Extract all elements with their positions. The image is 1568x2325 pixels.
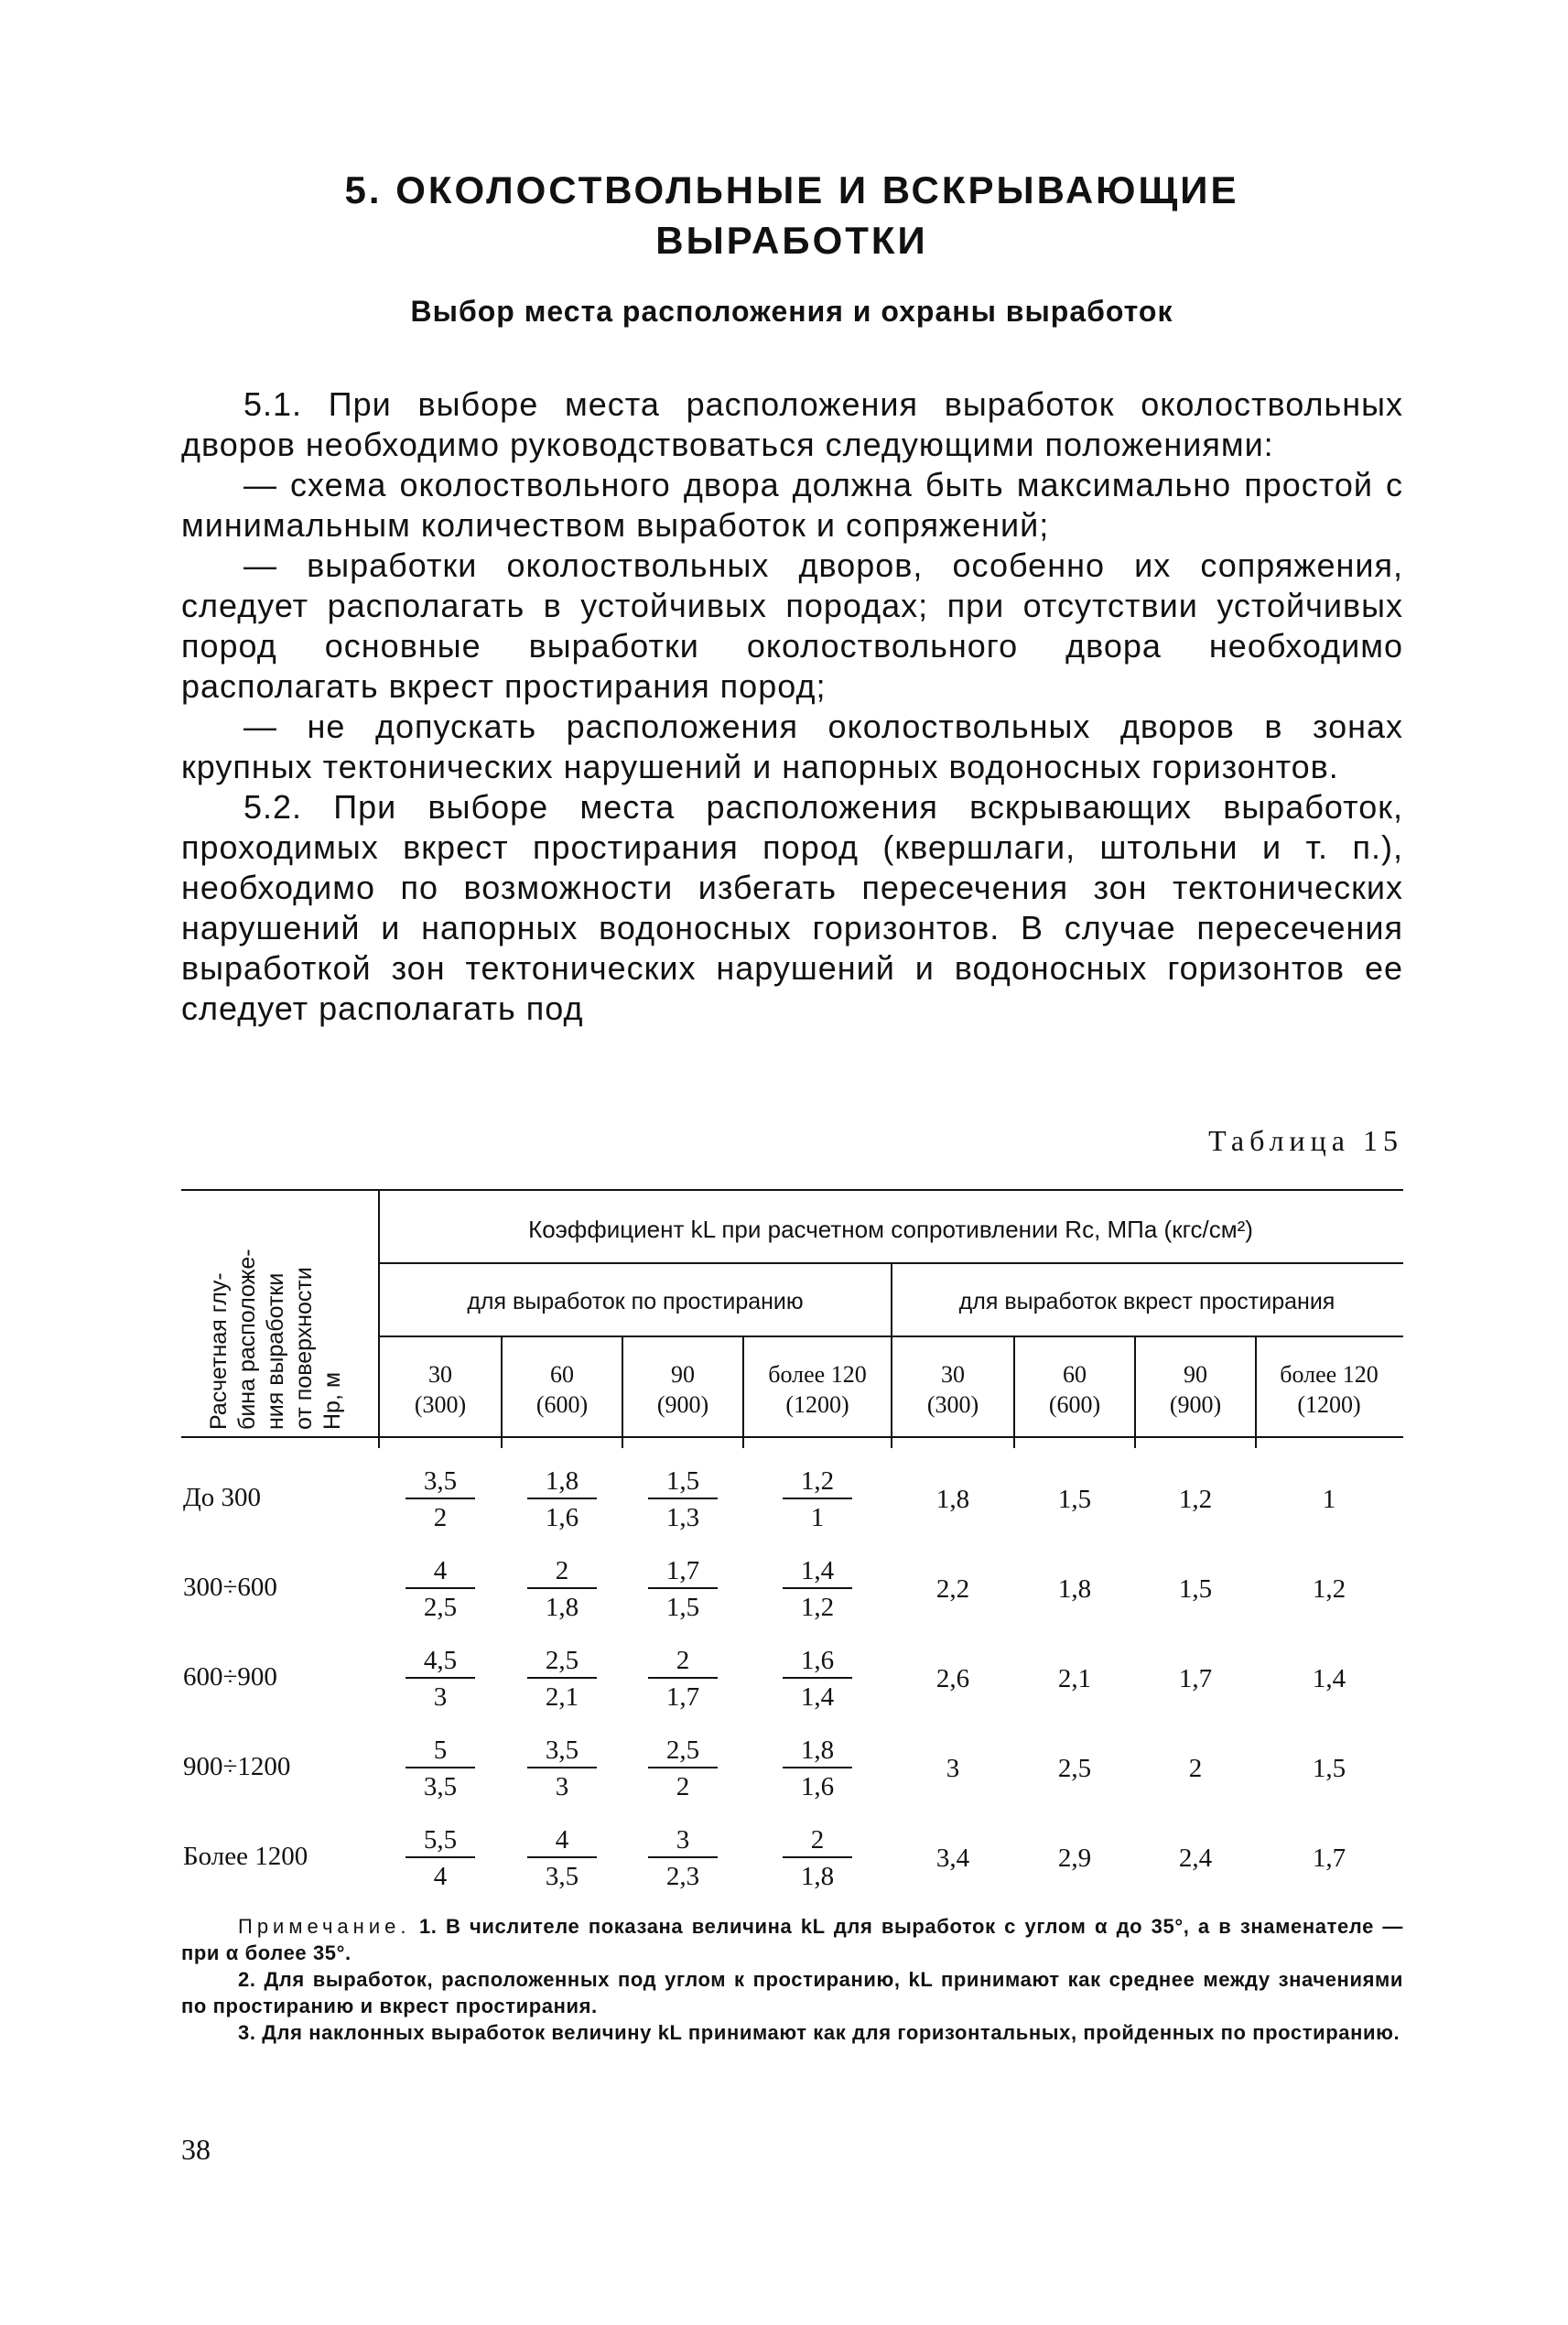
col-header-bottom-7: (1200) bbox=[1297, 1391, 1361, 1418]
col-header-bottom-2: (900) bbox=[656, 1391, 709, 1418]
col-header-top-6: 90 bbox=[1184, 1361, 1207, 1388]
cell-cross-1-1: 1,8 bbox=[1057, 1574, 1092, 1604]
cell-numerator-0-1: 1,8 bbox=[545, 1466, 579, 1496]
paragraph-bullet-1: — схема околоствольного двора должна быть максимально простой с минимальным количеством выработок и сопряжений; bbox=[181, 466, 1403, 544]
cell-denominator-4-3: 1,8 bbox=[800, 1862, 835, 1891]
col-header-bottom-0: (300) bbox=[414, 1391, 467, 1418]
cell-numerator-3-0: 5 bbox=[433, 1736, 448, 1765]
cell-numerator-1-0: 4 bbox=[433, 1556, 448, 1585]
cell-denominator-3-2: 2 bbox=[676, 1772, 690, 1801]
cell-cross-2-1: 2,1 bbox=[1057, 1664, 1092, 1693]
note-1-text: 1. В числителе показана величина kL для выработок с углом α до 35°, а в знаменателе — при α более 35°. bbox=[181, 1915, 1403, 1964]
col-header-top-7: более 120 bbox=[1280, 1361, 1379, 1388]
section-heading-line2: ВЫРАБОТКИ bbox=[655, 219, 928, 262]
row-depth-3: 900÷1200 bbox=[183, 1752, 291, 1781]
row-head-line-2: бина расположе- bbox=[234, 1249, 260, 1430]
cell-cross-0-2: 1,2 bbox=[1178, 1485, 1213, 1514]
cell-cross-3-2: 2 bbox=[1188, 1754, 1203, 1783]
cell-denominator-4-1: 3,5 bbox=[545, 1862, 579, 1891]
cell-numerator-4-0: 5,5 bbox=[423, 1825, 458, 1855]
cell-numerator-2-0: 4,5 bbox=[423, 1646, 458, 1675]
cell-numerator-1-1: 2 bbox=[555, 1556, 569, 1585]
cell-denominator-0-1: 1,6 bbox=[545, 1503, 579, 1532]
row-head-label bbox=[206, 1249, 345, 1430]
cell-numerator-2-3: 1,6 bbox=[800, 1646, 835, 1675]
cell-denominator-0-3: 1 bbox=[810, 1503, 825, 1532]
table-main-header: Коэффициент kL при расчетном сопротивлении Rc, МПа (кгс/см²) bbox=[528, 1216, 1253, 1243]
col-header-bottom-4: (300) bbox=[926, 1391, 979, 1418]
cell-cross-0-0: 1,8 bbox=[935, 1485, 970, 1514]
cell-denominator-2-3: 1,4 bbox=[800, 1682, 835, 1712]
cell-numerator-2-2: 2 bbox=[676, 1646, 690, 1675]
cell-denominator-4-0: 4 bbox=[433, 1862, 448, 1891]
cell-denominator-2-1: 2,1 bbox=[545, 1682, 579, 1712]
note-2: 2. Для выработок, расположенных под углом к простиранию, kL принимают как среднее между значениями по простиранию и вкрест простирания. bbox=[181, 1968, 1403, 2017]
col-header-top-2: 90 bbox=[671, 1361, 695, 1388]
cell-denominator-4-2: 2,3 bbox=[665, 1862, 700, 1891]
row-head-line-3: ния выработки bbox=[263, 1272, 288, 1430]
cell-numerator-1-3: 1,4 bbox=[800, 1556, 835, 1585]
note-1 bbox=[181, 1913, 1403, 1966]
cell-cross-4-0: 3,4 bbox=[935, 1844, 970, 1873]
cell-numerator-0-0: 3,5 bbox=[423, 1466, 458, 1496]
table-label: Таблица 15 bbox=[1208, 1124, 1403, 1157]
col-header-top-1: 60 bbox=[550, 1361, 574, 1388]
col-header-bottom-1: (600) bbox=[535, 1391, 589, 1418]
cell-numerator-1-2: 1,7 bbox=[665, 1556, 700, 1585]
paragraph-5-2: 5.2. При выборе места расположения вскрывающих выработок, проходимых вкрест простирания пород (квершлаги, штольни и т. п.), необходимо по возможности избегать пересечения зон тектонических нарушений и напорных водоносных горизонтов. В случае пересечения выработкой зон тектонических нарушений и водоносных горизонтов ее следует располагать под bbox=[181, 788, 1403, 1027]
column-headers bbox=[415, 1361, 1379, 1418]
cell-numerator-0-3: 1,2 bbox=[800, 1466, 835, 1496]
col-header-bottom-6: (900) bbox=[1169, 1391, 1222, 1418]
cell-denominator-3-0: 3,5 bbox=[423, 1772, 458, 1801]
note-3: 3. Для наклонных выработок величину kL принимают как для горизонтальных, пройденных по простиранию. bbox=[238, 2021, 1400, 2044]
cell-denominator-0-2: 1,3 bbox=[665, 1503, 700, 1532]
cell-denominator-1-3: 1,2 bbox=[800, 1593, 835, 1622]
row-depth-0: До 300 bbox=[183, 1483, 262, 1512]
paragraph-bullet-2: — выработки околоствольных дворов, особенно их сопряжения, следует располагать в устойчивых породах; при отсутствии устойчивых пород основные выработки околоствольного двора необходимо располагать вкрест простирания пород; bbox=[181, 546, 1403, 705]
cell-cross-0-3: 1 bbox=[1322, 1485, 1336, 1514]
col-header-bottom-3: (1200) bbox=[785, 1391, 849, 1418]
cell-cross-3-0: 3 bbox=[946, 1754, 960, 1783]
cell-numerator-3-2: 2,5 bbox=[665, 1736, 700, 1765]
cell-numerator-3-3: 1,8 bbox=[800, 1736, 835, 1765]
paragraph-bullet-3: — не допускать расположения околоствольных дворов в зонах крупных тектонических нарушений и напорных водоносных горизонтов. bbox=[181, 708, 1403, 785]
row-depth-4: Более 1200 bbox=[183, 1842, 308, 1871]
row-head-line-4: от поверхности bbox=[291, 1267, 317, 1430]
cell-denominator-1-1: 1,8 bbox=[545, 1593, 579, 1622]
row-depth-2: 600÷900 bbox=[183, 1662, 277, 1692]
col-header-top-0: 30 bbox=[428, 1361, 452, 1388]
row-depth-1: 300÷600 bbox=[183, 1573, 277, 1602]
row-head-line-1: Расчетная глу- bbox=[206, 1272, 232, 1430]
subsection-heading: Выбор места расположения и охраны выработок bbox=[410, 295, 1173, 328]
table-notes bbox=[181, 1913, 1403, 2046]
cell-cross-0-1: 1,5 bbox=[1057, 1485, 1092, 1514]
cell-denominator-1-2: 1,5 bbox=[665, 1593, 700, 1622]
cell-cross-1-0: 2,2 bbox=[935, 1574, 970, 1604]
cell-cross-4-2: 2,4 bbox=[1178, 1844, 1213, 1873]
cell-cross-3-1: 2,5 bbox=[1057, 1754, 1092, 1783]
cell-numerator-4-3: 2 bbox=[810, 1825, 825, 1855]
paragraph-5-1: 5.1. При выборе места расположения выработок околоствольных дворов необходимо руководствоваться следующими положениями: bbox=[181, 385, 1403, 463]
col-header-top-3: более 120 bbox=[768, 1361, 867, 1388]
cell-cross-4-3: 1,7 bbox=[1312, 1844, 1346, 1873]
cell-numerator-2-1: 2,5 bbox=[545, 1646, 579, 1675]
row-head-line-5: Hp, м bbox=[319, 1371, 345, 1430]
cell-denominator-2-0: 3 bbox=[433, 1682, 448, 1712]
cell-numerator-0-2: 1,5 bbox=[665, 1466, 700, 1496]
cell-denominator-3-3: 1,6 bbox=[800, 1772, 835, 1801]
col-header-top-4: 30 bbox=[941, 1361, 965, 1388]
cell-cross-2-0: 2,6 bbox=[935, 1664, 970, 1693]
group-header-strike: для выработок по простиранию bbox=[467, 1289, 804, 1314]
cell-denominator-3-1: 3 bbox=[555, 1772, 569, 1801]
section-heading-line1: 5. ОКОЛОСТВОЛЬНЫЕ И ВСКРЫВАЮЩИЕ bbox=[344, 168, 1239, 211]
cell-cross-4-1: 2,9 bbox=[1057, 1844, 1092, 1873]
cell-denominator-1-0: 2,5 bbox=[423, 1593, 458, 1622]
cell-cross-2-2: 1,7 bbox=[1178, 1664, 1213, 1693]
cell-cross-3-3: 1,5 bbox=[1312, 1754, 1346, 1783]
cell-denominator-0-0: 2 bbox=[433, 1503, 448, 1532]
col-header-top-5: 60 bbox=[1063, 1361, 1087, 1388]
table-body bbox=[183, 1466, 1346, 1891]
page-number: 38 bbox=[181, 2133, 211, 2166]
cell-numerator-4-1: 4 bbox=[555, 1825, 569, 1855]
col-header-bottom-5: (600) bbox=[1048, 1391, 1101, 1418]
cell-cross-2-3: 1,4 bbox=[1312, 1664, 1346, 1693]
cell-cross-1-3: 1,2 bbox=[1312, 1574, 1346, 1604]
cell-numerator-4-2: 3 bbox=[676, 1825, 690, 1855]
group-header-cross: для выработок вкрест простирания bbox=[958, 1289, 1336, 1314]
cell-denominator-2-2: 1,7 bbox=[665, 1682, 700, 1712]
cell-cross-1-2: 1,5 bbox=[1178, 1574, 1213, 1604]
note-label: Примечание. bbox=[238, 1915, 411, 1938]
cell-numerator-3-1: 3,5 bbox=[545, 1736, 579, 1765]
